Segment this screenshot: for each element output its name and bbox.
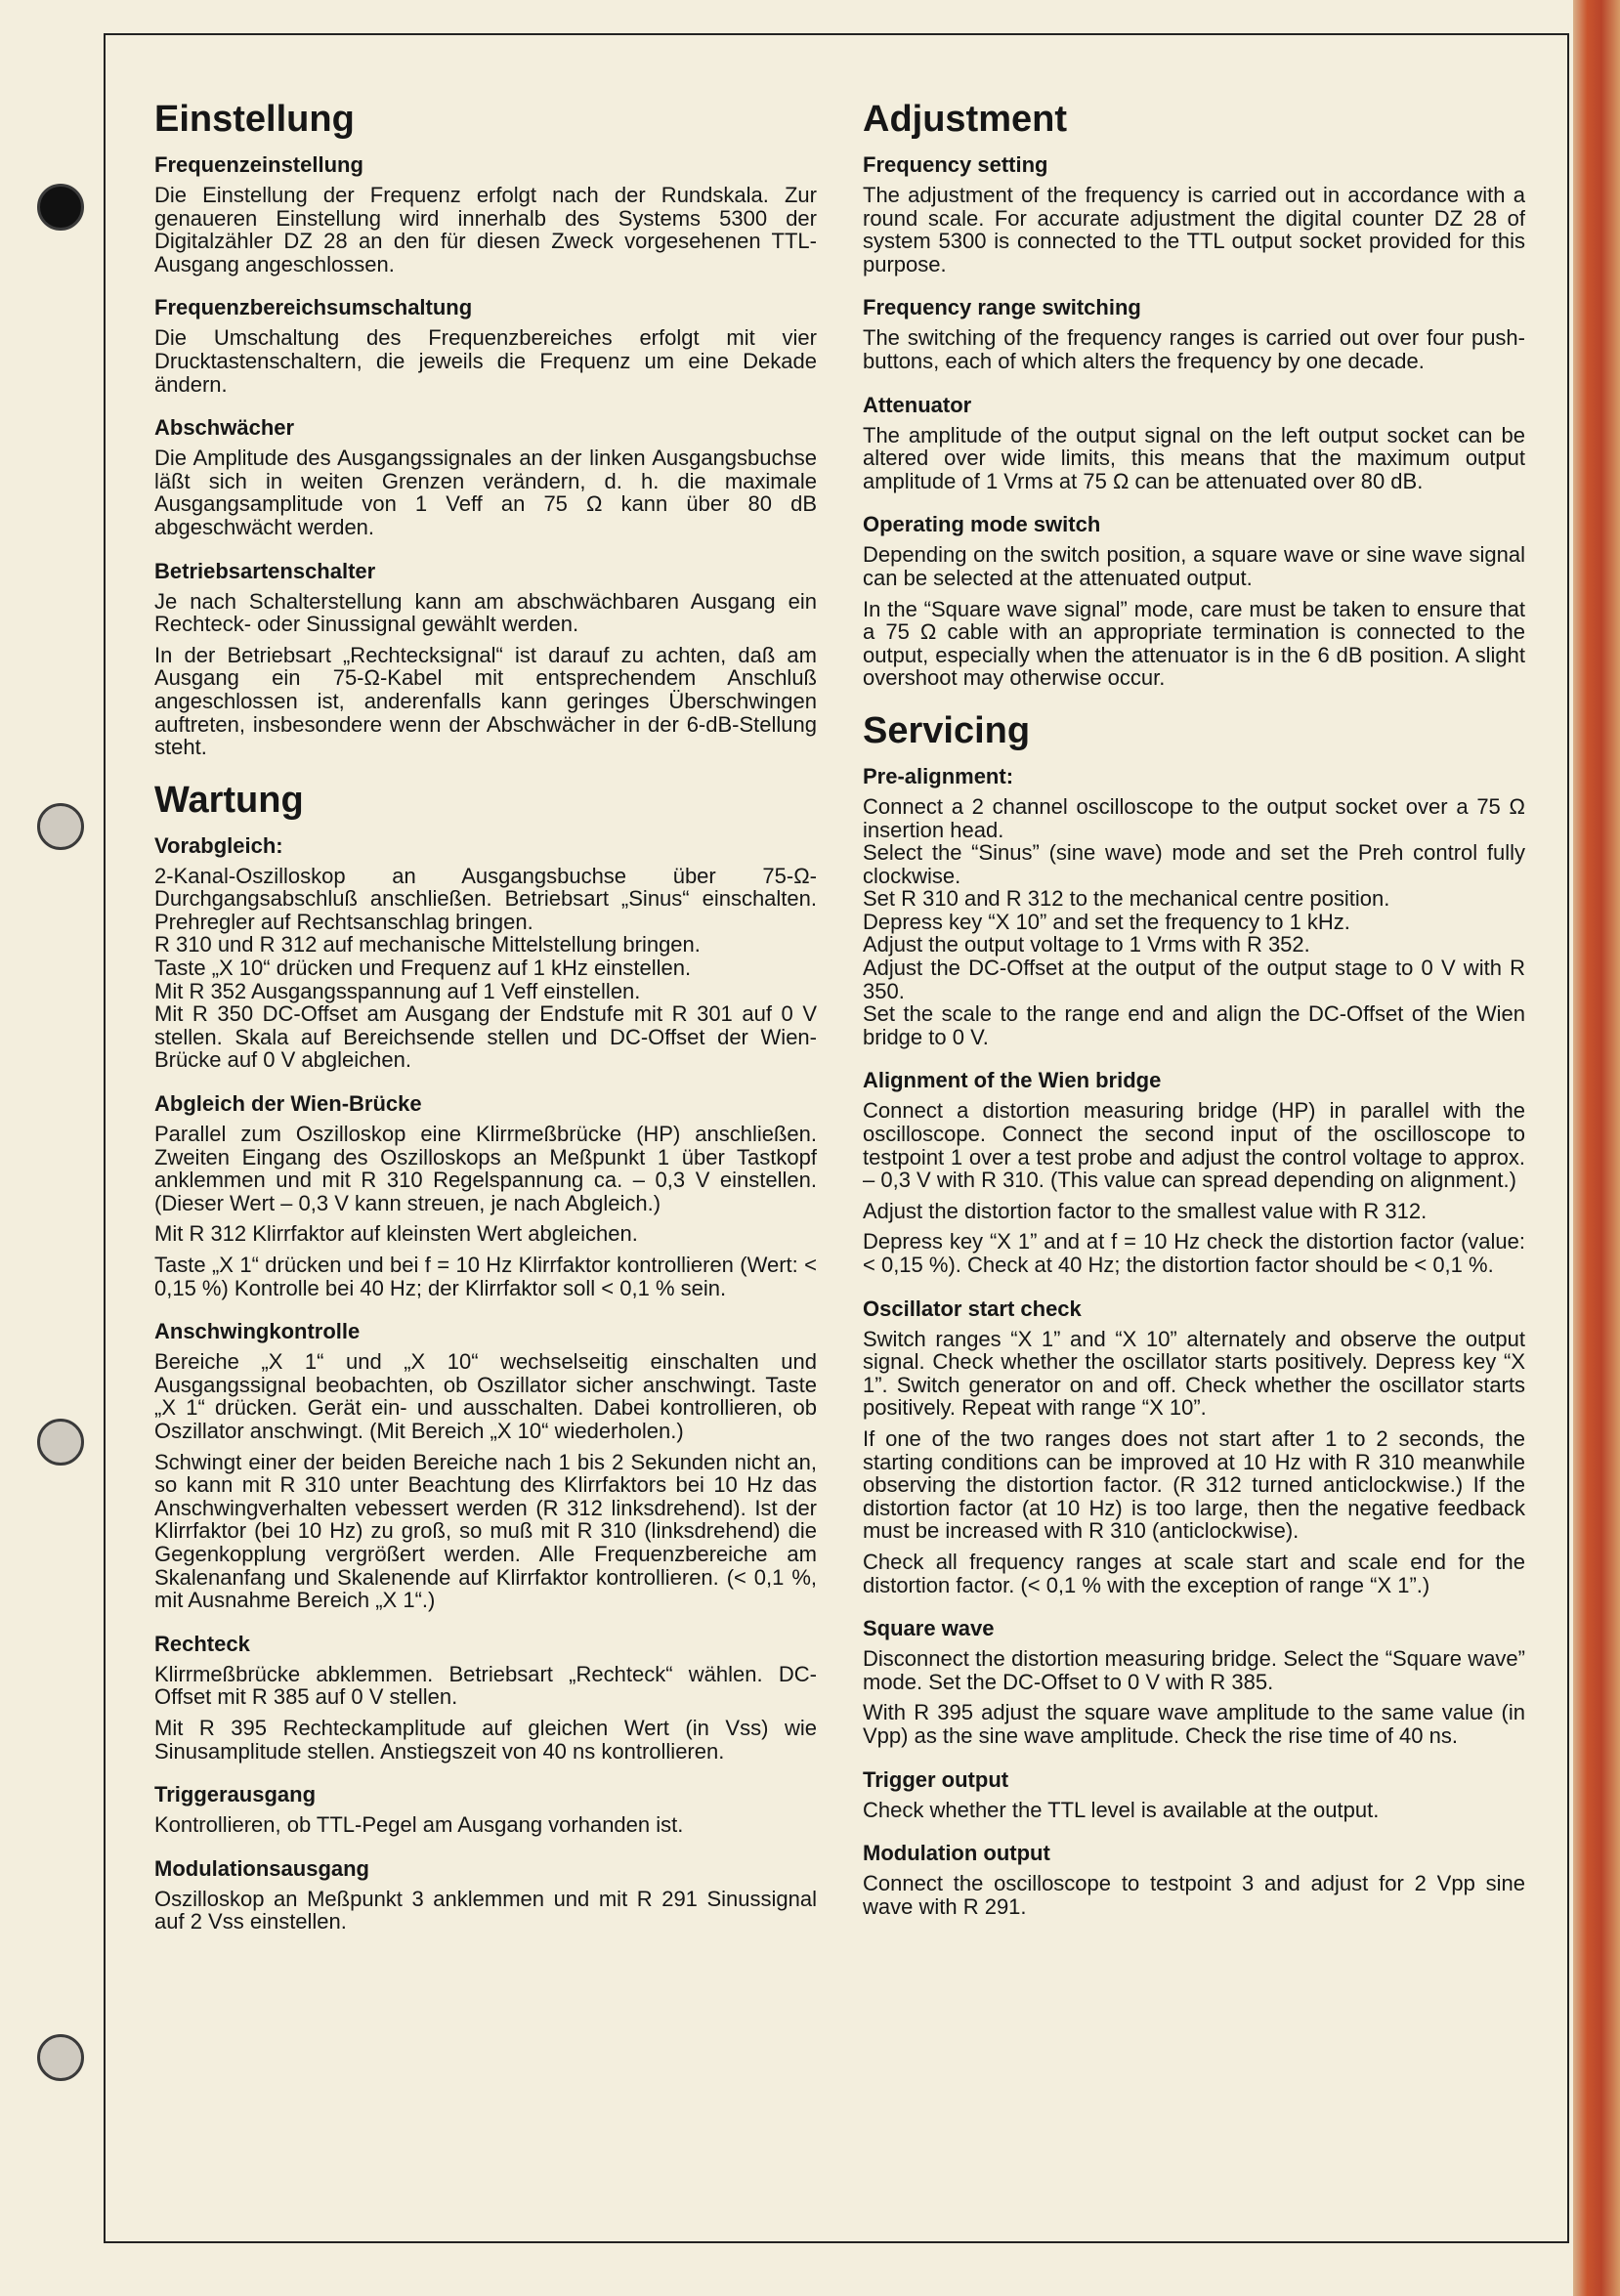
body-paragraph: In der Betriebsart „Rechtecksignal“ ist darauf zu achten, daß am Ausgang ein 75-Ω-Kabel mit entsprechendem Anschluß angeschlossen ist, anderenfalls kann geringes Überschwingen auftreten, insbesondere wenn der Abschwächer in der 6-dB-Stellung steht.	[154, 642, 817, 760]
body-paragraph: Bereiche „X 1“ und „X 10“ wechselseitig einschalten und Ausgangssignal beobachten, ob Oszillator sicher anschwingt. Taste „X 1“ drücken. Gerät ein- und ausschalten. Dabei kontrollieren, ob Oszillator anschwingt. (Mit Bereich „X 10“ wiederholen.)	[154, 1349, 817, 1443]
binder-hole-upper-middle	[37, 803, 84, 850]
section-heading: Servicing	[863, 709, 1031, 751]
subsection-title: Abschwächer	[154, 415, 295, 441]
page-edge-strip	[1573, 0, 1620, 2296]
body-paragraph: Schwingt einer der beiden Bereiche nach 1 bis 2 Sekunden nicht an, so kann mit R 310 unter Beachtung des Klirrfaktors bei 10 Hz das Anschwingverhalten vebessert werden (R 312 linksdrehend). Ist der Klirrfaktor (bei 10 Hz) zu groß, so muß mit R 310 (linksdrehend) die Gegenkopplung vergrößert werden. Alle Frequenzbereiche am Skalenanfang und Skalenende auf Klirrfaktor kontrollieren. (< 0,1 %, mit Ausnahme Bereich „X 1“.)	[154, 1449, 817, 1613]
body-paragraph: In the “Square wave signal” mode, care must be taken to ensure that a 75 Ω cable with an appropriate termination is connected to the output, especially when the attenuator is in the 6 dB position. A slight overshoot may otherwise occur.	[863, 596, 1525, 691]
subsection-title: Frequency setting	[863, 152, 1048, 177]
body-paragraph: If one of the two ranges does not start after 1 to 2 seconds, the starting conditions can be improved at 10 Hz with R 310 meanwhile observing the distortion factor. (R 312 turned anticlockwise.) If the distortion factor (at 10 Hz) is too large, then the negative feedback must be increased with R 310 (anticlockwise).	[863, 1425, 1525, 1544]
body-paragraph: Die Amplitude des Ausgangssignales an der linken Ausgangsbuchse läßt sich in weiten Grenzen verändern, d. h. die maximale Ausgangsamplitude von 1 Veff an 75 Ω kann über 80 dB abgeschwächt werden.	[154, 446, 817, 539]
body-paragraph: Disconnect the distortion measuring bridge. Select the “Square wave” mode. Set the DC-Offset to 0 V with R 385.	[863, 1646, 1525, 1694]
subsection-title: Frequenzeinstellung	[154, 152, 363, 177]
subsection-title: Oscillator start check	[863, 1296, 1082, 1321]
subsection-title: Modulationsausgang	[154, 1855, 369, 1881]
body-paragraph: Connect a distortion measuring bridge (HP) in parallel with the oscilloscope. Connect the second input of the oscilloscope to testpoint 1 over a test probe and adjust the control voltage to approx. – 0,3 V with R 310. (This value can spread depending on alignment.)	[863, 1098, 1525, 1193]
subsection-title: Pre-alignment:	[863, 763, 1014, 788]
binder-hole-lower-middle	[37, 1419, 84, 1466]
subsection-title: Alignment of the Wien bridge	[863, 1068, 1162, 1093]
body-paragraph: Check whether the TTL level is available at the output.	[863, 1797, 1380, 1822]
subsection-title: Frequency range switching	[863, 295, 1141, 320]
subsection-title: Betriebsartenschalter	[154, 558, 376, 583]
german-column	[154, 98, 817, 1941]
subsection-title: Operating mode switch	[863, 512, 1101, 537]
body-paragraph: Je nach Schalterstellung kann am abschwächbaren Ausgang ein Rechteck- oder Sinussignal gewählt werden.	[154, 588, 817, 637]
body-paragraph: Taste „X 1“ drücken und bei f = 10 Hz Klirrfaktor kontrollieren (Wert: < 0,15 %) Kontrolle bei 40 Hz; der Klirrfaktor soll < 0,1 % sein.	[154, 1253, 817, 1300]
subsection-title: Trigger output	[863, 1766, 1009, 1792]
body-paragraph: Connect a 2 channel oscilloscope to the output socket over a 75 Ω insertion head. Select the “Sinus” (sine wave) mode and set the Preh control fully clockwise. Set R 310 and R 312 to the mechanical centre position. Depress key “X 10” and set the frequency to 1 kHz. Adjust the output voltage to 1 Vrms with R 352. Adjust the DC-Offset at the output of the output stage to 0 V with R 350. Set the scale to the range end and align the DC-Offset of the Wien bridge to 0 V.	[863, 793, 1525, 1049]
body-paragraph: The switching of the frequency ranges is carried out over four push-buttons, each of which alters the frequency by one decade.	[863, 325, 1525, 373]
subsection-title: Frequenzbereichsumschaltung	[154, 295, 473, 320]
body-paragraph: Switch ranges “X 1” and “X 10” alternately and observe the output signal. Check whether the oscillator starts positively. Depress key “X 1”. Switch generator on and off. Check whether the oscillator starts positively. Repeat with range “X 10”.	[863, 1326, 1525, 1421]
body-paragraph: Mit R 395 Rechteckamplitude auf gleichen Wert (in Vss) wie Sinusamplitude stellen. Anstiegszeit von 40 ns kontrollieren.	[154, 1715, 817, 1764]
body-paragraph: Oszilloskop an Meßpunkt 3 anklemmen und mit R 291 Sinussignal auf 2 Vss einstellen.	[154, 1886, 817, 1935]
subsection-title: Abgleich der Wien-Brücke	[154, 1091, 422, 1117]
body-paragraph: Die Einstellung der Frequenz erfolgt nach der Rundskala. Zur genaueren Einstellung wird innerhalb des Systems 5300 der Digitalzähler DZ 28 an den für diesen Zweck vorgesehenen TTL-Ausgang angeschlossen.	[154, 183, 817, 276]
body-paragraph: Depress key “X 1” and at f = 10 Hz check the distortion factor (value: < 0,15 %). Check at 40 Hz; the distortion factor should be < 0,1 %.	[863, 1229, 1525, 1277]
subsection-title: Modulation output	[863, 1841, 1050, 1866]
subsection-title: Rechteck	[154, 1631, 250, 1656]
body-paragraph: 2-Kanal-Oszilloskop an Ausgangsbuchse über 75-Ω-Durchgangsabschluß anschließen. Betriebsart „Sinus“ einschalten. Prehregler auf Rechtsanschlag bringen. R 310 und R 312 auf mechanische Mittelstellung bringen. Taste „X 10“ drücken und Frequenz auf 1 kHz einstellen. Mit R 352 Ausgangsspannung auf 1 Veff einstellen. Mit R 350 DC-Offset am Ausgang der Endstufe mit R 301 auf 0 V stellen. Skala auf Bereichsende stellen und DC-Offset der Wien-Brücke auf 0 V abgleichen.	[154, 863, 817, 1073]
binder-hole-bottom	[37, 2034, 84, 2081]
body-paragraph: With R 395 adjust the square wave amplitude to the same value (in Vpp) as the sine wave amplitude. Check the rise time of 40 ns.	[863, 1700, 1525, 1748]
body-paragraph: Check all frequency ranges at scale start and scale end for the distortion factor. (< 0,1 % with the exception of range “X 1”.)	[863, 1549, 1525, 1597]
subsection-title: Vorabgleich:	[154, 832, 283, 858]
body-paragraph: Kontrollieren, ob TTL-Pegel am Ausgang vorhanden ist.	[154, 1812, 684, 1838]
body-paragraph: The amplitude of the output signal on the left output socket can be altered over wide limits, this means that the maximum output amplitude of 1 Vrms at 75 Ω can be attenuated over 80 dB.	[863, 422, 1525, 493]
body-paragraph: The adjustment of the frequency is carried out in accordance with a round scale. For accurate adjustment the digital counter DZ 28 of system 5300 is connected to the TTL output socket provided for this purpose.	[863, 183, 1525, 276]
binder-hole-top	[37, 184, 84, 231]
body-paragraph: Adjust the distortion factor to the smallest value with R 312.	[863, 1198, 1428, 1223]
subsection-title: Triggerausgang	[154, 1782, 317, 1807]
body-paragraph: Die Umschaltung des Frequenzbereiches erfolgt mit vier Drucktastenschaltern, die jeweils die Frequenz um eine Dekade ändern.	[154, 325, 817, 397]
english-column	[863, 98, 1525, 1926]
body-paragraph: Parallel zum Oszilloskop eine Klirrmeßbrücke (HP) anschließen. Zweiten Eingang des Oszilloskops an Meßpunkt 1 über Tastkopf anklemmen und mit R 310 Regelspannung ca. – 0,3 V einstellen. (Dieser Wert – 0,3 V kann streuen, je nach Abgleich.)	[154, 1122, 817, 1215]
body-paragraph: Connect the oscilloscope to testpoint 3 and adjust for 2 Vpp sine wave with R 291.	[863, 1871, 1525, 1919]
body-paragraph: Depending on the switch position, a square wave or sine wave signal can be selected at the attenuated output.	[863, 542, 1525, 590]
section-heading: Adjustment	[863, 99, 1067, 140]
subsection-title: Anschwingkontrolle	[154, 1319, 361, 1344]
body-paragraph: Mit R 312 Klirrfaktor auf kleinsten Wert abgleichen.	[154, 1221, 638, 1247]
subsection-title: Square wave	[863, 1616, 995, 1641]
section-heading: Wartung	[154, 779, 304, 821]
body-paragraph: Klirrmeßbrücke abklemmen. Betriebsart „Rechteck“ wählen. DC-Offset mit R 385 auf 0 V stellen.	[154, 1661, 817, 1710]
section-heading: Einstellung	[154, 99, 355, 140]
subsection-title: Attenuator	[863, 392, 972, 417]
